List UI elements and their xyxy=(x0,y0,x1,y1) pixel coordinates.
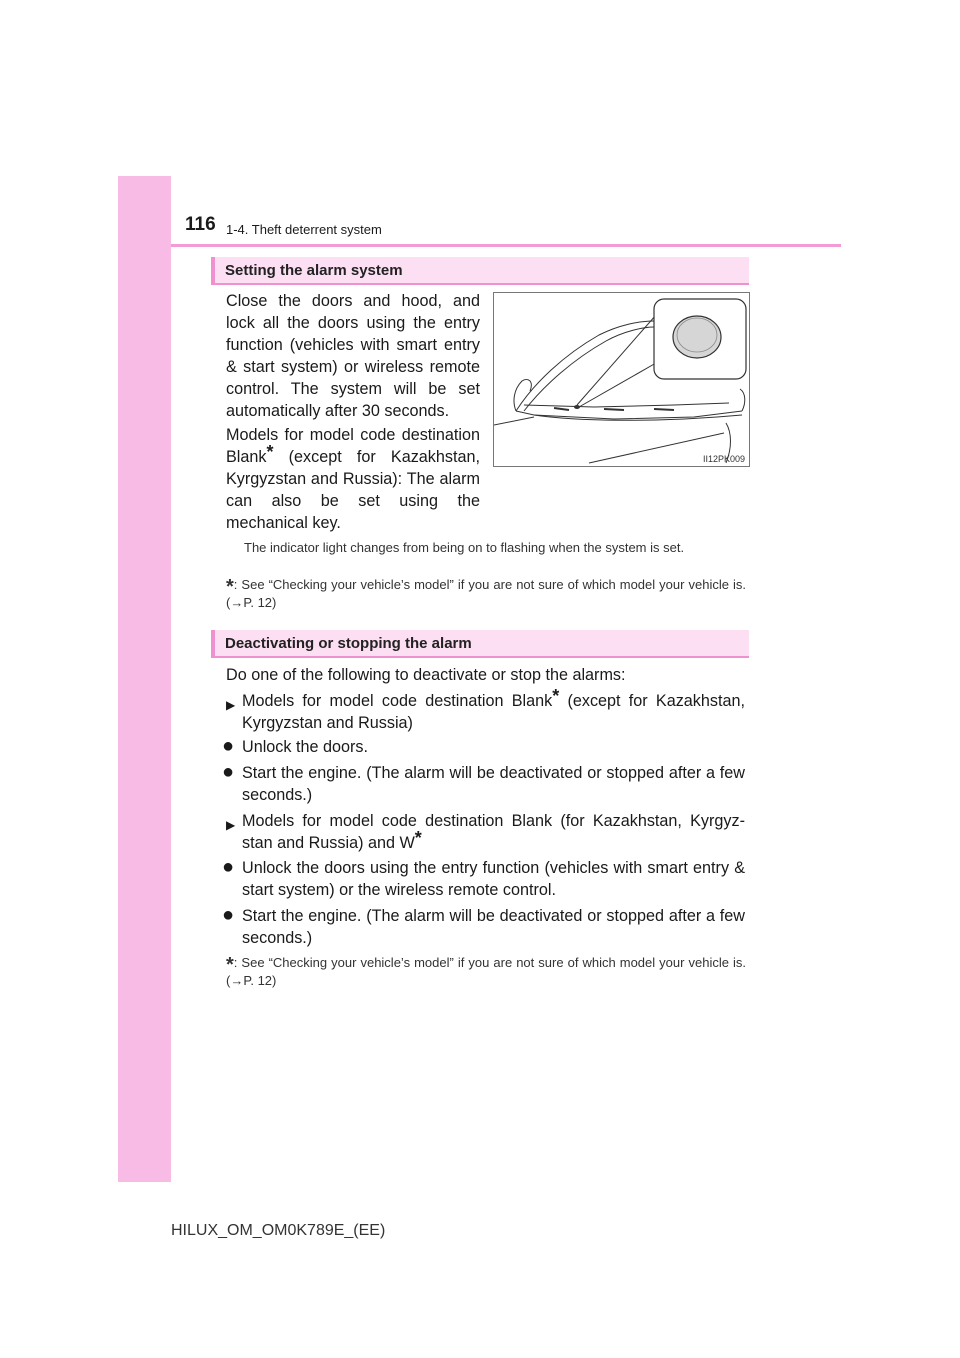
right-arrow-icon: → xyxy=(230,973,244,988)
setting-paragraph-2-b: (except for Kazakhstan, Kyrgyzstan and Russia): The alarm can also be set using the mechanical key. xyxy=(226,448,480,532)
triangle-icon: ▶ xyxy=(226,698,236,712)
setting-heading xyxy=(211,257,749,285)
right-arrow-icon: → xyxy=(230,595,244,610)
bullet-icon: ● xyxy=(222,904,235,926)
asterisk-mark: * xyxy=(552,686,560,706)
bullet-icon: ● xyxy=(222,735,235,757)
group-2-item-2-text: Start the engine. (The alarm will be deactivated or stopped after a few seconds.) xyxy=(242,907,745,947)
figure-code: II12PK009 xyxy=(702,454,745,464)
deactivating-intro: Do one of the following to deactivate or stop the alarms: xyxy=(226,666,626,684)
setting-footnote-a: : See “Checking your vehicle’s model” if you are not sure of which model your vehicle is. ( xyxy=(226,577,746,610)
group-1-item-2-text: Start the engine. (The alarm will be deactivated or stopped after a few seconds.) xyxy=(242,764,745,804)
setting-paragraph-2 xyxy=(226,424,480,534)
group-2-text xyxy=(242,810,745,854)
footnote-asterisk: * xyxy=(226,954,234,976)
page-number: 116 xyxy=(185,214,216,235)
header-rule xyxy=(171,244,841,247)
group-2-item-1-text: Unlock the doors using the entry function (vehicles with smart entry & start system) or the wireless remote control. xyxy=(242,859,745,899)
deactivating-footnote-a: : See “Checking your vehicle’s model” if you are not sure of which model your vehicle is. ( xyxy=(226,955,746,988)
asterisk-mark: * xyxy=(266,442,274,462)
setting-footnote-b: P. 12) xyxy=(243,595,277,610)
group-1-text-a: Models for model code destination Blank xyxy=(242,692,553,710)
windshield-illustration xyxy=(494,293,749,466)
setting-heading-text: Setting the alarm system xyxy=(225,262,403,279)
setting-footnote xyxy=(226,577,746,611)
deactivating-footnote xyxy=(226,955,746,989)
windshield-indicator-figure xyxy=(493,292,750,467)
asterisk-mark: * xyxy=(414,828,422,848)
deactivating-heading-text: Deactivating or stopping the alarm xyxy=(225,635,472,652)
group-1-text xyxy=(242,686,745,734)
bullet-icon: ● xyxy=(222,761,235,783)
side-band xyxy=(118,176,171,1182)
group-1-text-b: (except for Kazakhstan, Kyrgyzstan and Russia) xyxy=(242,692,745,732)
bullet-icon: ● xyxy=(222,856,235,878)
setting-note: The indicator light changes from being on to flashing when the system is set. xyxy=(244,540,685,555)
section-title: 1-4. Theft deterrent system xyxy=(226,222,382,237)
setting-paragraph-1: Close the doors and hood, and lock all the doors using the entry function (vehicles with smart entry & start system) or wireless remote control. The system will be set automatically after 30 seconds. xyxy=(226,292,480,420)
group-2-text-a: Models for model code destination Blank (for Kazakhstan, Kyrgyz-stan and Russia) and W xyxy=(242,812,745,852)
setting-paragraph-2-a: Models for model code destination Blank xyxy=(226,426,480,466)
group-1-item-1-text: Unlock the doors. xyxy=(242,738,368,756)
document-code: HILUX_OM_OM0K789E_(EE) xyxy=(171,1222,386,1239)
deactivating-heading xyxy=(211,630,749,658)
triangle-icon: ▶ xyxy=(226,818,236,832)
footnote-asterisk: * xyxy=(226,576,234,598)
deactivating-footnote-b: P. 12) xyxy=(243,973,277,988)
